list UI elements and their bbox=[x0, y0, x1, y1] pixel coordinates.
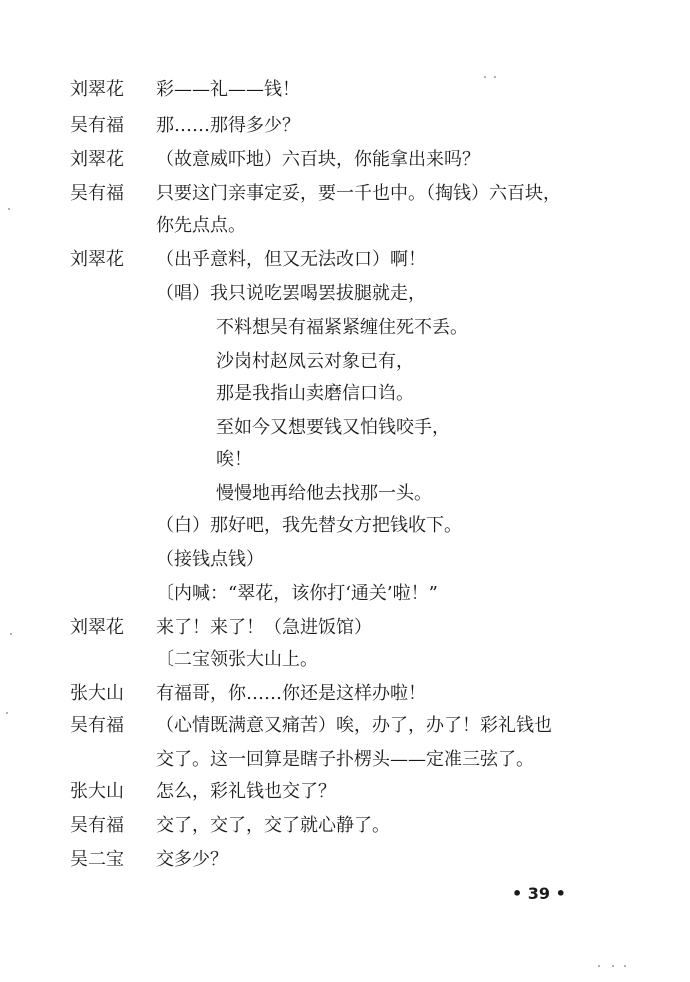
speaker-name: 张大山 bbox=[70, 683, 124, 704]
scan-speck bbox=[10, 633, 12, 635]
line-text: 交多少？ bbox=[156, 849, 228, 870]
speaker-name: 吴有福 bbox=[70, 115, 124, 136]
line-text: 那……那得多少？ bbox=[156, 115, 300, 136]
line-text: 只要这门亲事定妥，要一千也中。（掏钱）六百块， bbox=[156, 183, 561, 204]
line-text: 唉！ bbox=[216, 449, 252, 470]
scan-speck bbox=[494, 76, 496, 78]
speaker-name: 吴有福 bbox=[70, 715, 124, 736]
line-text: （心情既满意又痛苦）唉，办了，办了！彩礼钱也 bbox=[156, 715, 552, 736]
line-text: 你先点点。 bbox=[156, 215, 246, 236]
line-text: 怎么，彩礼钱也交了？ bbox=[156, 781, 336, 802]
scan-speck bbox=[8, 208, 10, 210]
line-text: 〔内喊：“翠花，该你打‘通关’啦！” bbox=[156, 583, 438, 604]
speaker-name: 张大山 bbox=[70, 781, 124, 802]
line-text: （白）那好吧，我先替女方把钱收下。 bbox=[156, 515, 462, 536]
line-text: 交了，交了，交了就心静了。 bbox=[156, 815, 390, 836]
scan-speck bbox=[624, 965, 626, 967]
speaker-name: 吴二宝 bbox=[70, 849, 124, 870]
speaker-name: 吴有福 bbox=[70, 183, 124, 204]
speaker-name: 刘翠花 bbox=[70, 249, 124, 270]
line-text: 〔二宝领张大山上。 bbox=[156, 649, 318, 670]
line-text: 有福哥，你……你还是这样办啦！ bbox=[156, 683, 426, 704]
speaker-name: 刘翠花 bbox=[70, 149, 124, 170]
line-text: 彩——礼——钱！ bbox=[156, 79, 300, 100]
line-text: （唱）我只说吃罢喝罢拔腿就走， bbox=[156, 283, 426, 304]
line-text: （接钱点钱） bbox=[156, 549, 264, 570]
scan-speck bbox=[598, 965, 600, 967]
scan-speck bbox=[484, 76, 486, 78]
line-text: （出乎意料，但又无法改口）啊！ bbox=[156, 249, 426, 270]
line-text: 不料想吴有福紧紧缠住死不丢。 bbox=[216, 317, 468, 338]
line-text: 沙岗村赵凤云对象已有， bbox=[216, 351, 414, 372]
line-text: 来了！来了！（急进饭馆） bbox=[156, 617, 372, 638]
line-text: 慢慢地再给他去找那一头。 bbox=[216, 483, 432, 504]
speaker-name: 刘翠花 bbox=[70, 79, 124, 100]
speaker-name: 刘翠花 bbox=[70, 617, 124, 638]
line-text: 至如今又想要钱又怕钱咬手， bbox=[216, 417, 450, 438]
speaker-name: 吴有福 bbox=[70, 815, 124, 836]
scan-speck bbox=[6, 712, 8, 714]
line-text: 那是我指山卖磨信口诌。 bbox=[216, 383, 414, 404]
scan-speck bbox=[612, 965, 614, 967]
line-text: （故意威吓地）六百块，你能拿出来吗？ bbox=[156, 149, 480, 170]
line-text: 交了。这一回算是瞎子扑楞头——定准三弦了。 bbox=[156, 749, 534, 770]
page-number: • 39 • bbox=[512, 884, 566, 903]
